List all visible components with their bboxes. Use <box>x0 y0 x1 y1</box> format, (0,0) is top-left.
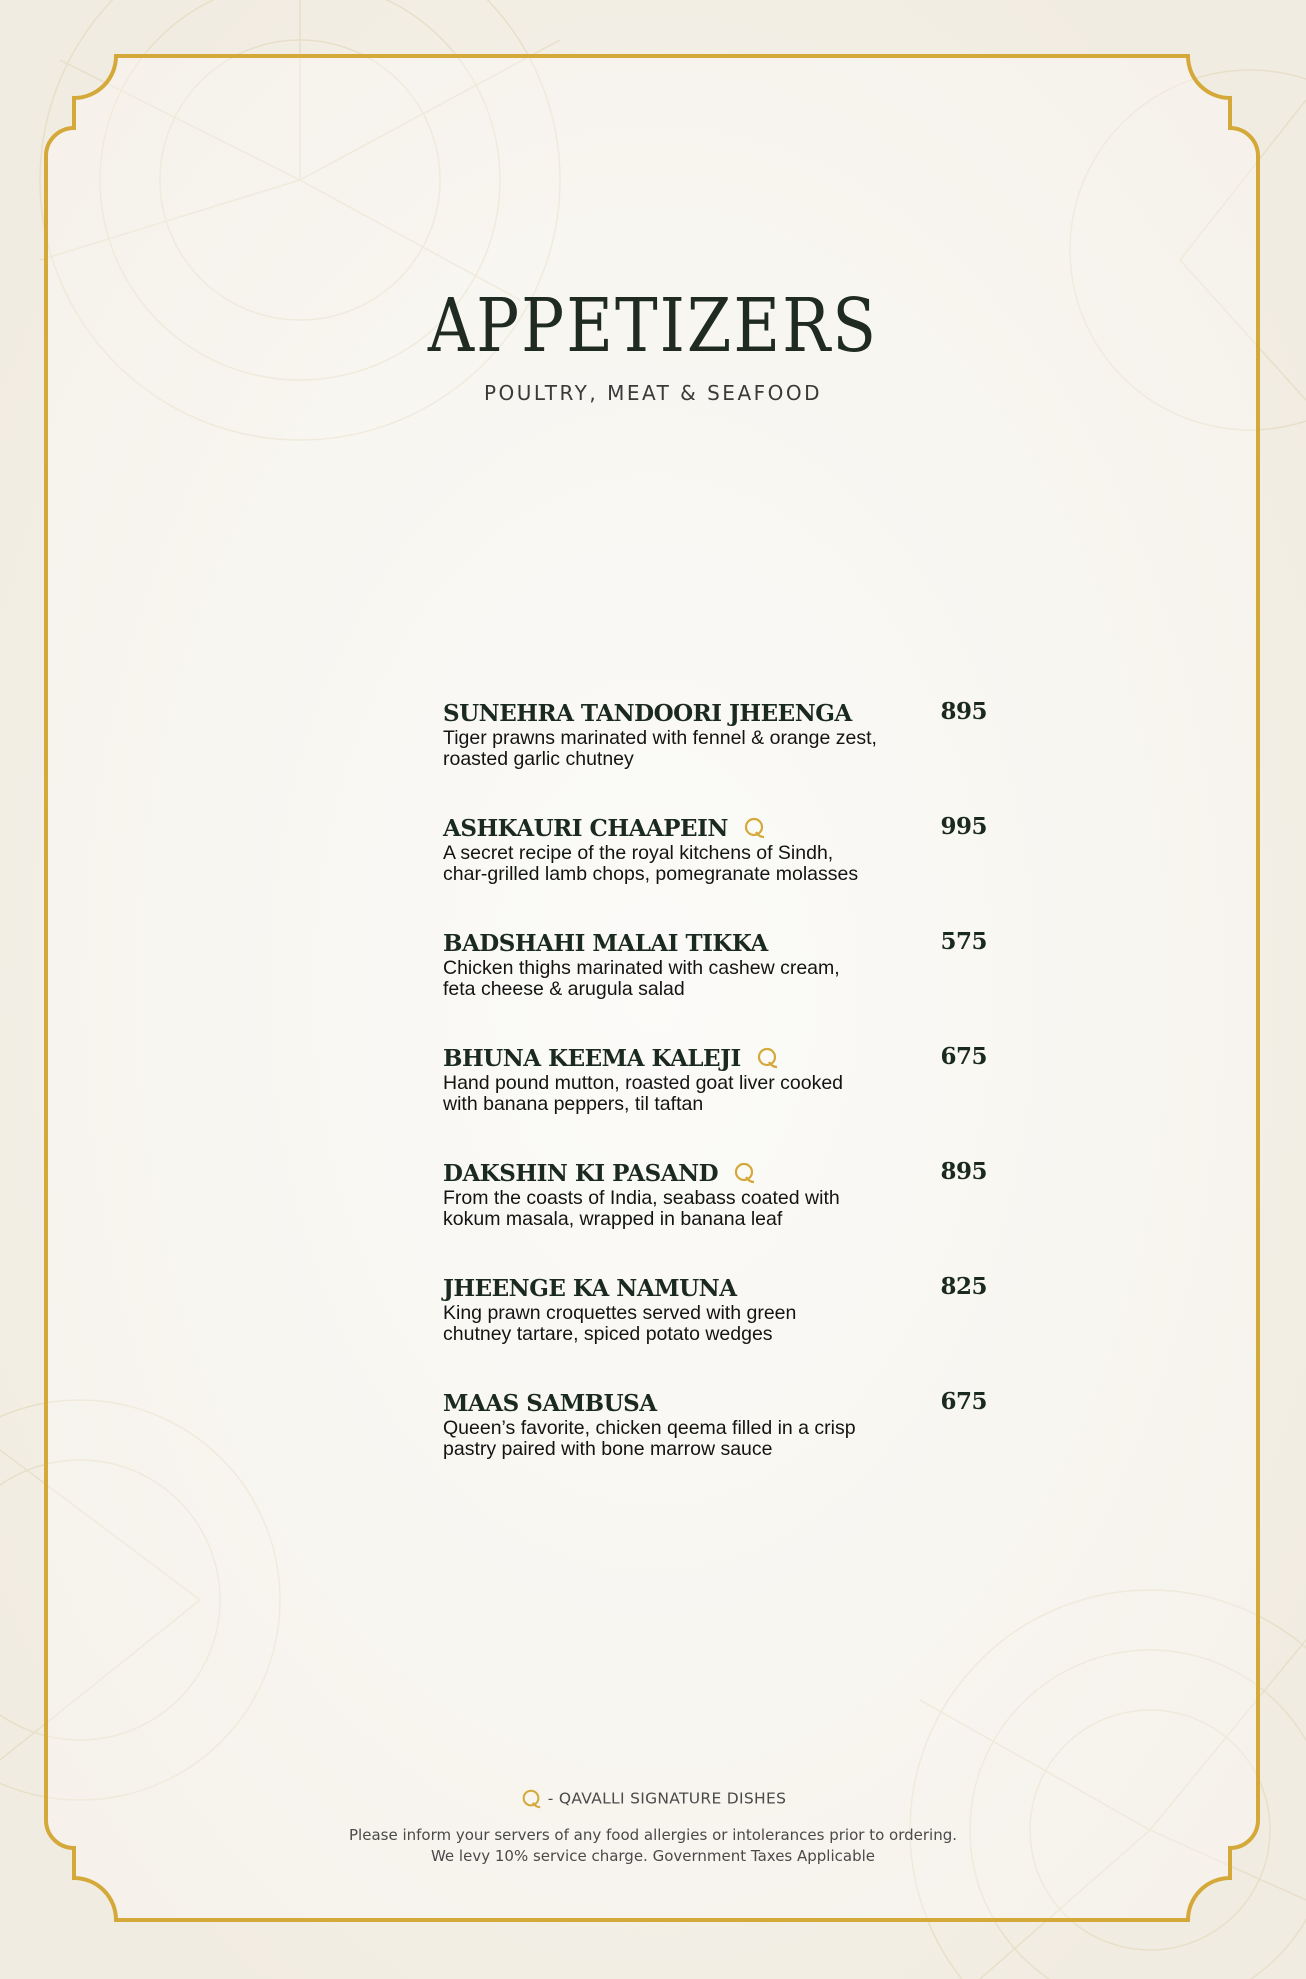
menu-item-price: 895 <box>940 698 987 725</box>
menu-item <box>443 1388 987 1503</box>
footer-notice <box>0 1825 1306 1867</box>
menu-item-description-line: char-grilled lamb chops, pomegranate molasses <box>443 863 859 885</box>
menu-item-description <box>443 958 883 1000</box>
page-subtitle: POULTRY, MEAT & SEAFOOD <box>483 381 823 405</box>
menu-item <box>443 1273 987 1388</box>
menu-item-description-line: kokum masala, wrapped in banana leaf <box>443 1208 783 1230</box>
menu-item-description-line: chutney tartare, spiced potato wedges <box>443 1323 773 1345</box>
qavalli-signature-icon <box>732 1161 756 1185</box>
menu-item-description <box>443 728 883 770</box>
menu-item-price: 675 <box>940 1043 987 1070</box>
qavalli-signature-icon <box>742 816 766 840</box>
page-title: APPETIZERS <box>427 284 879 370</box>
menu-item-name: MAAS SAMBUSA <box>443 1389 657 1417</box>
menu-item-description-line: A secret recipe of the royal kitchens of Sindh, <box>443 842 834 864</box>
menu-item-description-line: roasted garlic chutney <box>443 748 634 770</box>
menu-item-name: DAKSHIN KI PASAND <box>443 1159 719 1187</box>
menu-item-price: 675 <box>940 1388 987 1415</box>
menu-items-list <box>443 698 987 1503</box>
signature-legend-text: - QAVALLI SIGNATURE DISHES <box>547 1789 787 1808</box>
menu-item-description-line: Tiger prawns marinated with fennel & orange zest, <box>443 727 877 749</box>
menu-item-name: BHUNA KEEMA KALEJI <box>443 1044 741 1072</box>
service-charge-notice: We levy 10% service charge. Government Taxes Applicable <box>430 1847 876 1865</box>
menu-item-name: ASHKAURI CHAAPEIN <box>443 814 728 842</box>
menu-item-description-line: Hand pound mutton, roasted goat liver cooked <box>443 1072 844 1094</box>
menu-item-description <box>443 1303 883 1345</box>
menu-item-name: JHEENGE KA NAMUNA <box>443 1274 737 1302</box>
menu-item-description-line: King prawn croquettes served with green <box>443 1302 797 1324</box>
menu-item-description-line: Chicken thighs marinated with cashew cream, <box>443 957 840 979</box>
menu-item-description <box>443 1188 883 1230</box>
menu-item-description-line: Queen’s favorite, chicken qeema filled in a crisp <box>443 1417 856 1439</box>
menu-item <box>443 1043 987 1158</box>
qavalli-signature-icon <box>520 1788 542 1810</box>
menu-item <box>443 698 987 813</box>
menu-item-description <box>443 843 883 885</box>
menu-item-price: 995 <box>940 813 987 840</box>
menu-item-price: 825 <box>940 1273 987 1300</box>
allergy-notice: Please inform your servers of any food allergies or intolerances prior to ordering. <box>349 1826 957 1844</box>
menu-item <box>443 813 987 928</box>
menu-item <box>443 1158 987 1273</box>
menu-item-description <box>443 1073 883 1115</box>
menu-item <box>443 928 987 1043</box>
menu-item-name: SUNEHRA TANDOORI JHEENGA <box>443 699 852 727</box>
menu-item-price: 575 <box>940 928 987 955</box>
menu-item-name: BADSHAHI MALAI TIKKA <box>443 929 768 957</box>
menu-item-description-line: feta cheese & arugula salad <box>443 978 685 1000</box>
menu-item-price: 895 <box>940 1158 987 1185</box>
qavalli-signature-icon <box>755 1046 779 1070</box>
menu-item-description-line: pastry paired with bone marrow sauce <box>443 1438 773 1460</box>
menu-item-description <box>443 1418 883 1460</box>
menu-item-description-line: From the coasts of India, seabass coated with <box>443 1187 840 1209</box>
menu-item-description-line: with banana peppers, til taftan <box>443 1093 704 1115</box>
signature-legend <box>0 1788 1306 1810</box>
